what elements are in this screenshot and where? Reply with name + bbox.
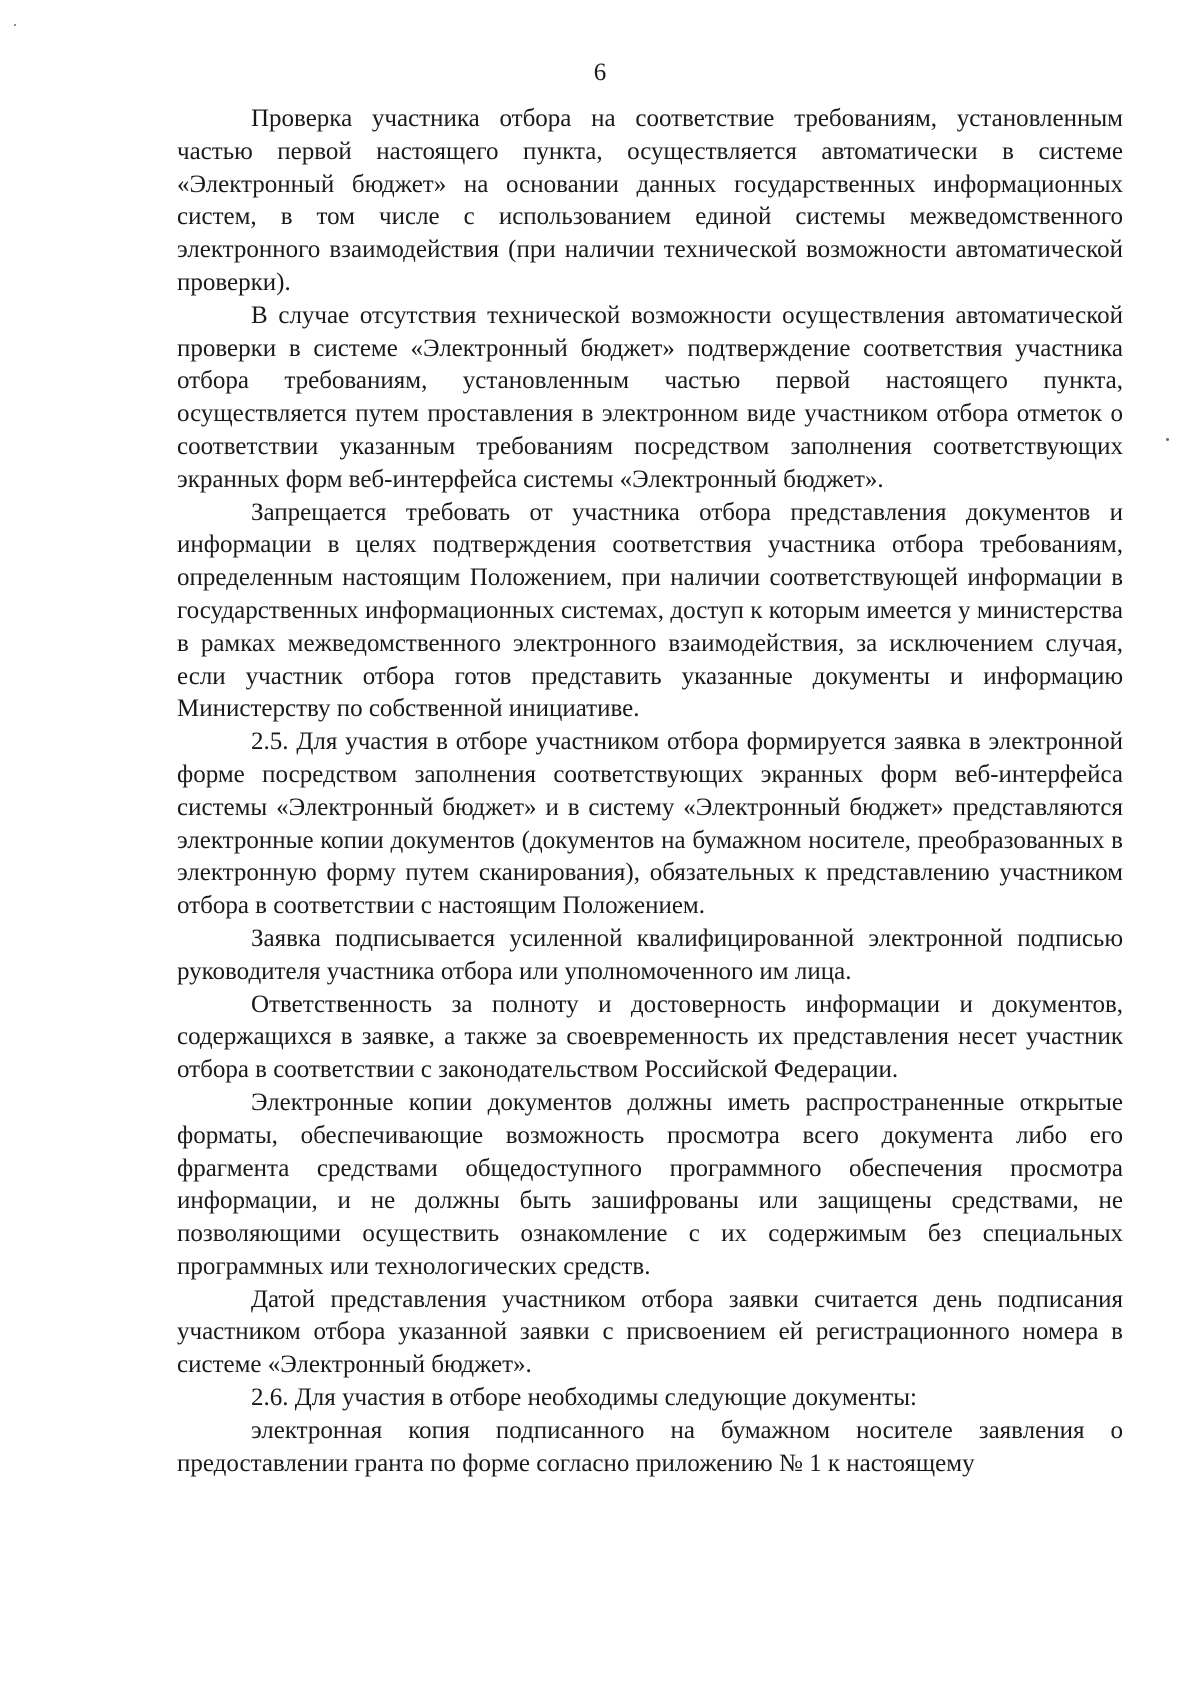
scan-speck-left xyxy=(14,24,16,26)
paragraph-application-signature: Заявка подписывается усиленной квалифицированной электронной подписью руководителя участника отбора или уполномоченного им лица. xyxy=(177,924,1123,985)
paragraph-manual-confirmation: В случае отсутствия технической возможности осуществления автоматической проверки в системе «Электронный бюджет» подтверждение соответствия участника отбора требованиям, установленным частью первой настоящего пункта, осуществляется путем проставления в электронном виде участником отбора отметок о соответствии указанным требованиям посредством заполнения соответствующих экранных форм веб-интерфейса системы «Электронный бюджет». xyxy=(177,301,1123,493)
paragraph-section-2-6: 2.6. Для участия в отборе необходимы следующие документы: xyxy=(251,1384,917,1412)
document-body xyxy=(177,103,1123,1480)
paragraph-auto-check: Проверка участника отбора на соответствие требованиям, установленным частью первой настоящего пункта, осуществляется автоматически в системе «Электронный бюджет» на основании данных государственных информационных систем, в том числе с использованием единой системы межведомственного электронного взаимодействия (при наличии технической возможности автоматической проверки). xyxy=(177,105,1123,296)
paragraph-submission-date: Датой представления участником отбора заявки считается день подписания участником отбора указанной заявки с присвоением ей регистрационного номера в системе «Электронный бюджет». xyxy=(177,1285,1123,1379)
page-number: 6 xyxy=(593,59,607,86)
paragraph-section-2-5: 2.5. Для участия в отборе участником отбора формируется заявка в электронной форме посредством заполнения соответствующих экранных форм веб-интерфейса системы «Электронный бюджет» и в систему «Электронный бюджет» представляются электронные копии документов (документов на бумажном носителе, преобразованных в электронную форму путем сканирования), обязательных к представлению участником отбора в соответствии с настоящим Положением. xyxy=(177,728,1123,920)
paragraph-document-request-prohibition: Запрещается требовать от участника отбора представления документов и информации в целях подтверждения соответствия участника отбора требованиям, определенным настоящим Положением, при наличии соответствующей информации в государственных информационных системах, доступ к которым имеется у министерства в рамках межведомственного электронного взаимодействия, за исключением случая, если участник отбора готов представить указанные документы и информацию Министерству по собственной инициативе. xyxy=(177,498,1123,723)
paragraph-electronic-copies-formats: Электронные копии документов должны иметь распространенные открытые форматы, обеспечивающие возможность просмотра всего документа либо его фрагмента средствами общедоступного программного обеспечения просмотра информации, и не должны быть зашифрованы или защищены средствами, не позволяющими осуществить ознакомление с их содержимым без специальных программных или технологических средств. xyxy=(177,1088,1123,1280)
scan-speck-right xyxy=(1166,438,1169,441)
paragraph-responsibility: Ответственность за полноту и достоверность информации и документов, содержащихся в заявке, а также за своевременность их представления несет участник отбора в соответствии с законодательством Российской Федерации. xyxy=(177,990,1123,1084)
paragraph-application-copy: электронная копия подписанного на бумажном носителе заявления о предоставлении гранта по форме согласно приложению № 1 к настоящему xyxy=(177,1416,1123,1477)
